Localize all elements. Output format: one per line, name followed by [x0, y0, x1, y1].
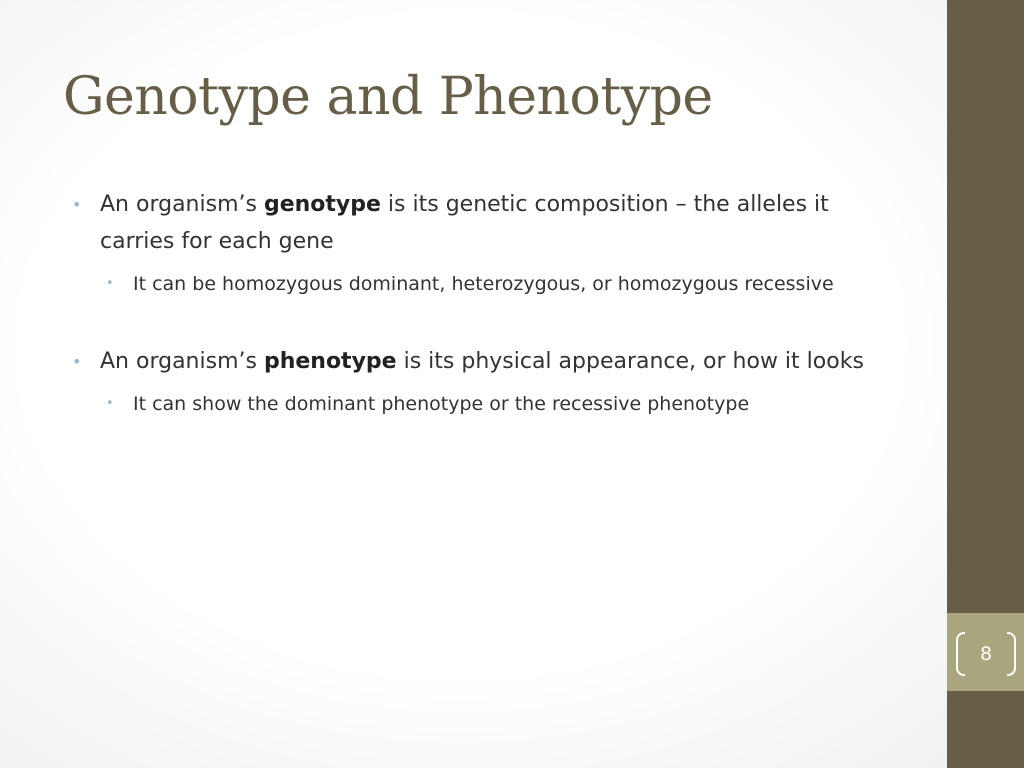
slide-content — [72, 186, 902, 421]
bullet-dot-icon: • — [72, 352, 82, 371]
bullet-phenotype — [72, 343, 902, 380]
left-bracket-icon — [956, 632, 965, 676]
bullet-genotype-prefix: An organism’s — [100, 192, 264, 217]
sub-bullet-phenotype-text: It can show the dominant phenotype or the recessive phenotype — [133, 393, 750, 415]
bullet-genotype — [72, 186, 902, 260]
slide-title: Genotype and Phenotype — [63, 67, 713, 127]
right-bracket-icon — [1007, 632, 1016, 676]
keyword-genotype: genotype — [263, 192, 381, 217]
sub-bullet-genotype-text: It can be homozygous dominant, heterozygous, or homozygous recessive — [133, 273, 834, 295]
bullet-phenotype-prefix: An organism’s — [100, 349, 264, 374]
sub-bullet-genotype — [106, 267, 873, 301]
bullet-genotype-suffix: is its genetic composition – the alleles it carries for each gene — [100, 192, 829, 254]
bullet-phenotype-suffix: is its physical appearance, or how it looks — [396, 349, 864, 374]
page-number: 8 — [979, 643, 993, 665]
sub-bullet-phenotype — [106, 387, 873, 421]
bullet-dot-icon: • — [72, 195, 82, 214]
bullet-dot-icon: • — [106, 396, 114, 411]
keyword-phenotype: phenotype — [263, 349, 397, 374]
bullet-dot-icon: • — [106, 276, 114, 291]
